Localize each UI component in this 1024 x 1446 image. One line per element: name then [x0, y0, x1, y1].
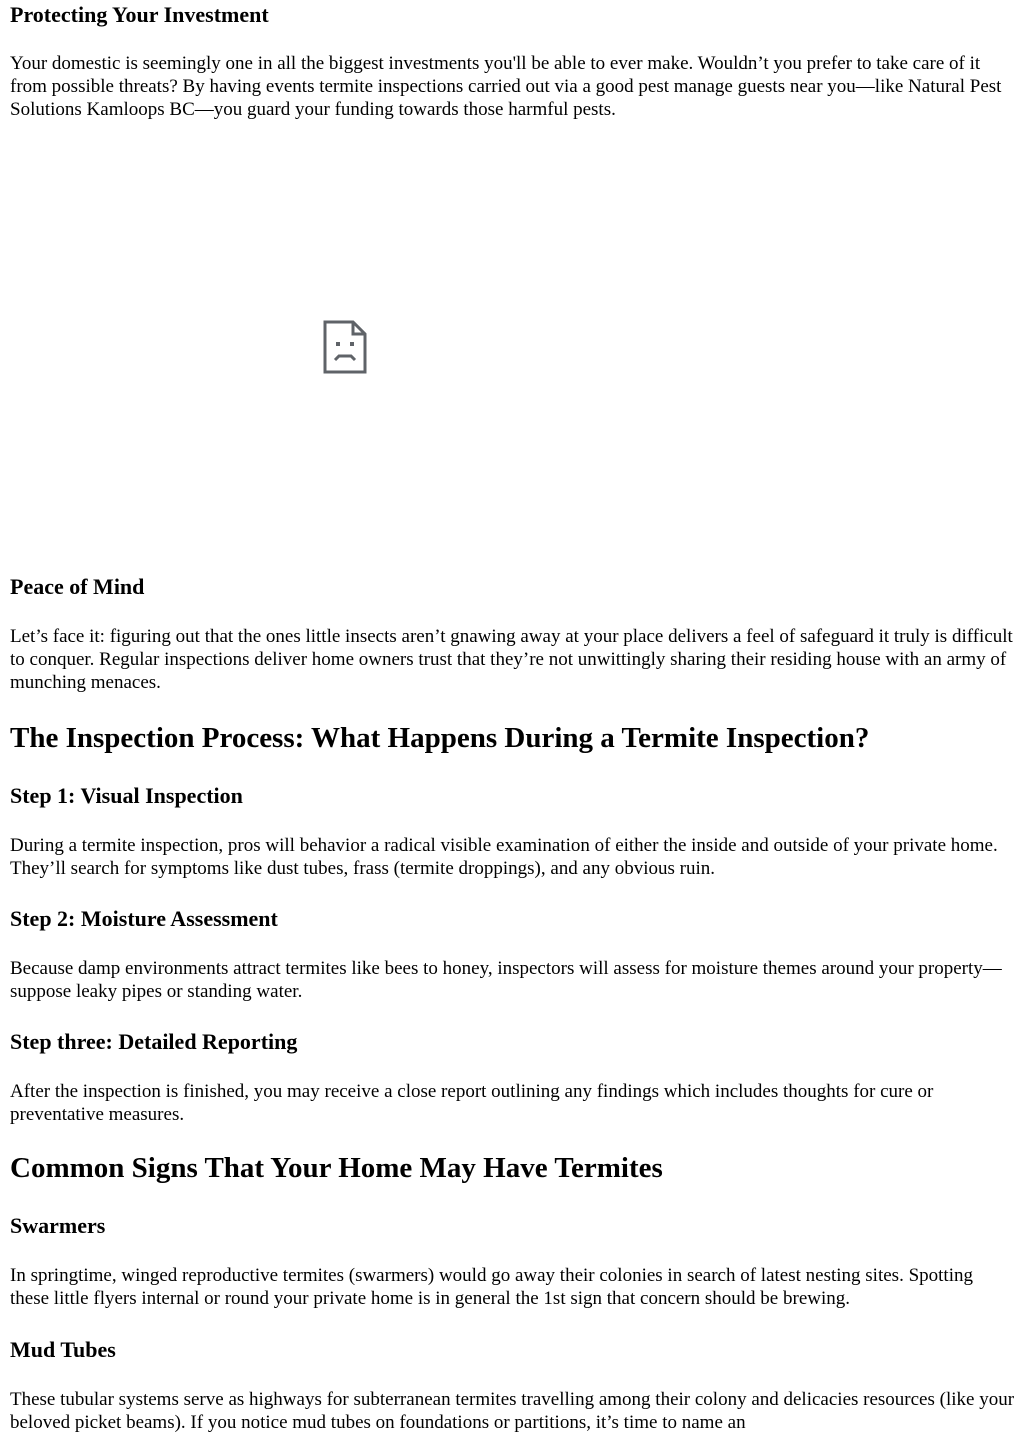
section-body-peace: Let’s face it: figuring out that the ones little insects aren’t gnawing away at your place delivers a feel of safeguard it truly is difficult to conquer. Regular inspections deliver home owners trust that they’re not unwittingly sharing their residing house with an army of munching menaces. — [10, 626, 1013, 693]
section-body-protecting: Your domestic is seemingly one in all the biggest investments you'll be able to ever make. Wouldn’t you prefer to take care of it from possible threats? By having events termite inspections carried out via a good pest manage guests near you—like Natural Pest Solutions Kamloops BC—you guard your funding towards those harmful pests. — [10, 53, 1002, 120]
section-heading-protecting: Protecting Your Investment — [10, 2, 269, 27]
step-body: Because damp environments attract termites like bees to honey, inspectors will assess for moisture themes around your property—suppose leaky pipes or standing water. — [10, 958, 1002, 1002]
sign-body: These tubular systems serve as highways for subterranean termites travelling among their colony and delicacies resources (like your beloved picket beams). If you notice mud tubes on foundations or partitions, it’s time to name an — [10, 1389, 1015, 1433]
step-heading: Step 2: Moisture Assessment — [10, 906, 278, 931]
section-heading-peace: Peace of Mind — [10, 574, 145, 599]
sign-heading: Mud Tubes — [10, 1337, 116, 1362]
sign-body: In springtime, winged reproductive termites (swarmers) would go away their colonies in search of latest nesting sites. Spotting these little flyers internal or round your private home is in general the 1st sign that concern should be brewing. — [10, 1265, 973, 1309]
section-heading-process: The Inspection Process: What Happens During a Termite Inspection? — [10, 722, 870, 754]
broken-image-icon — [323, 320, 367, 374]
step-body: After the inspection is finished, you may receive a close report outlining any findings which includes thoughts for cure or preventative measures. — [10, 1081, 934, 1125]
step-heading: Step 1: Visual Inspection — [10, 783, 243, 808]
step-body: During a termite inspection, pros will behavior a radical visible examination of either the inside and outside of your private home. They’ll search for symptoms like dust tubes, frass (termite droppings), and any obvious ruin. — [10, 835, 998, 879]
sign-heading: Swarmers — [10, 1213, 106, 1238]
broken-image-placeholder — [10, 128, 686, 571]
step-heading: Step three: Detailed Reporting — [10, 1029, 298, 1054]
section-heading-signs: Common Signs That Your Home May Have Termites — [10, 1152, 663, 1184]
